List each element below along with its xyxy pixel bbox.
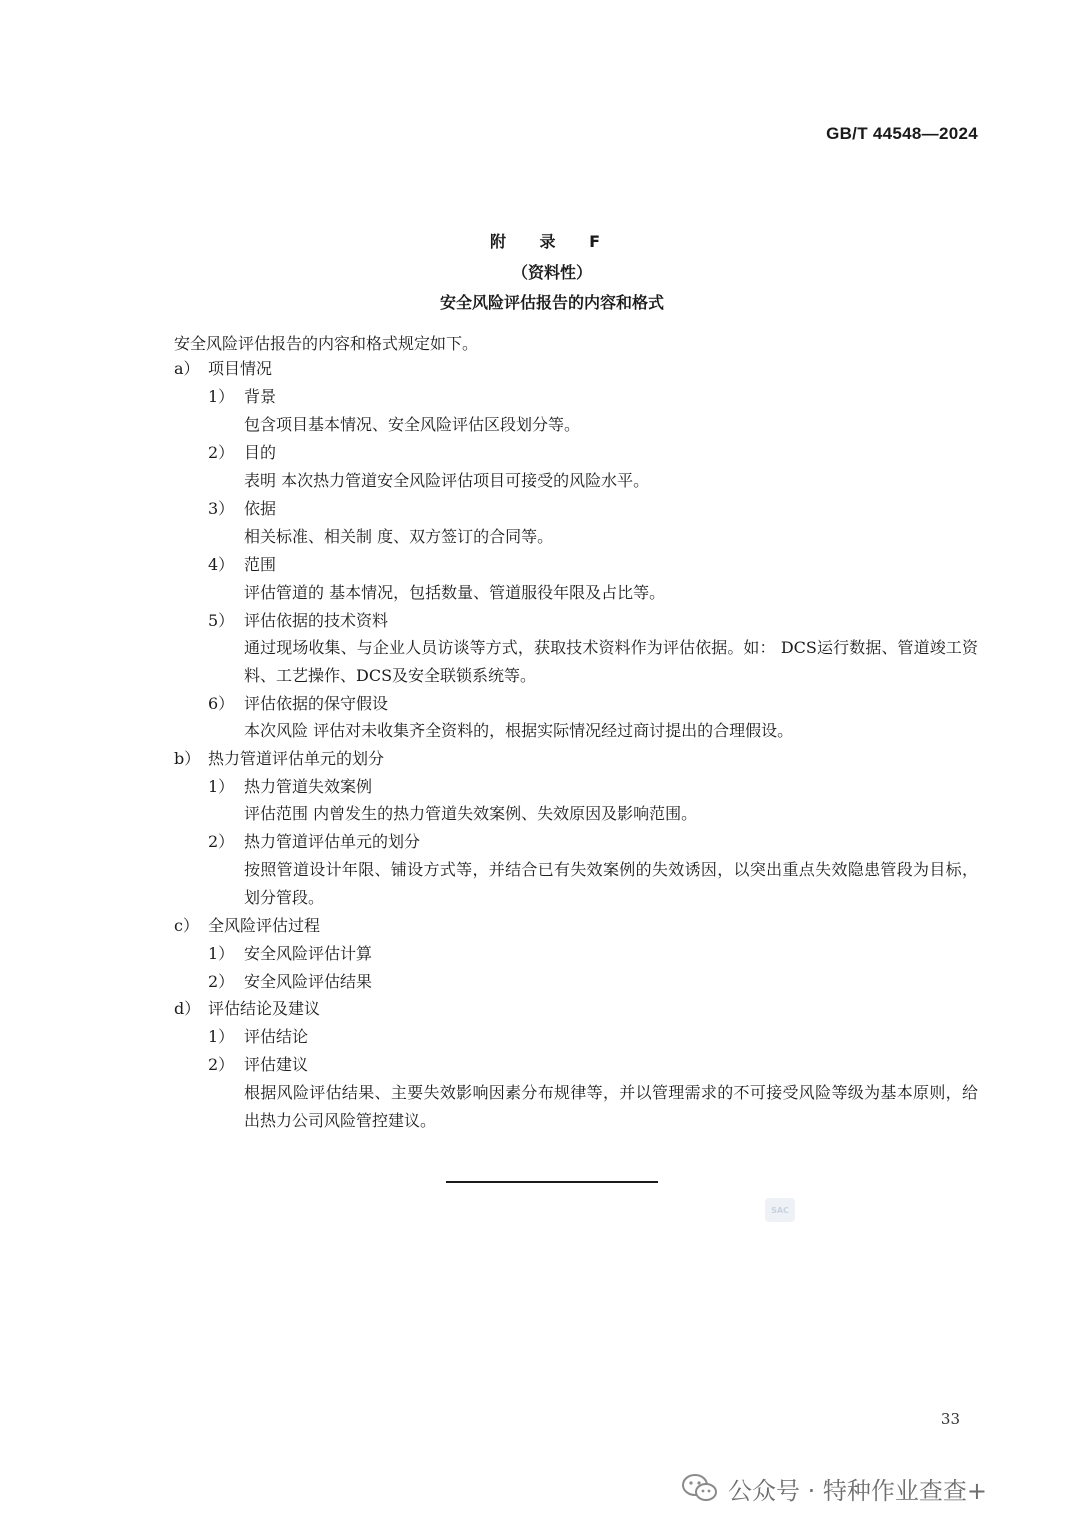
item-marker: 6） — [208, 694, 235, 713]
item-a5 — [208, 611, 388, 631]
section-b — [174, 749, 384, 769]
item-d1 — [208, 1027, 308, 1047]
item-a4-body: 评估管道的 基本情况，包括数量、管道服役年限及占比等。 — [244, 583, 666, 602]
item-a5-body: 通过现场收集、与企业人员访谈等方式，获取技术资料作为评估依据。如： DCS运行数据、管道竣工资料、工艺操作、DCS及安全联锁系统等。 — [244, 638, 978, 685]
item-c2 — [208, 972, 372, 992]
item-b1-body: 评估范围 内曾发生的热力管道失效案例、失效原因及影响范围。 — [244, 804, 698, 823]
appendix-title: 附 录 F — [489, 232, 615, 251]
item-marker: 2） — [208, 443, 235, 462]
item-title: 依据 — [244, 499, 277, 518]
item-title: 热力管道评估单元的划分 — [244, 832, 421, 851]
item-a3-body: 相关标准、相关制 度、双方签订的合同等。 — [244, 527, 554, 546]
item-title: 范围 — [244, 555, 277, 574]
item-a2 — [208, 443, 276, 463]
end-rule — [446, 1181, 658, 1183]
section-marker: a） — [174, 359, 200, 378]
item-marker: 1） — [208, 777, 235, 796]
section-title: 项目情况 — [208, 359, 273, 378]
footer-watermark — [682, 1468, 987, 1508]
section-title: 热力管道评估单元的划分 — [208, 749, 385, 768]
item-b1 — [208, 777, 372, 797]
sac-logo: SAC — [765, 1198, 795, 1222]
item-title: 安全风险评估结果 — [244, 972, 373, 991]
item-title: 背景 — [244, 387, 277, 406]
item-a1 — [208, 387, 276, 407]
item-marker: 1） — [208, 387, 235, 406]
item-marker: 1） — [208, 1027, 235, 1046]
item-marker: 2） — [208, 972, 235, 991]
section-marker: b） — [174, 749, 201, 768]
section-d — [174, 999, 320, 1019]
section-marker: c） — [174, 916, 199, 935]
item-title: 评估依据的技术资料 — [244, 611, 389, 630]
item-title: 目的 — [244, 443, 277, 462]
wechat-icon — [682, 1473, 718, 1503]
item-a3 — [208, 499, 276, 519]
section-title: 评估结论及建议 — [208, 999, 321, 1018]
appendix-heading: 安全风险评估报告的内容和格式 — [439, 293, 664, 312]
page-number: 33 — [940, 1410, 960, 1428]
item-d2-body: 根据风险评估结果、主要失效影响因素分布规律等，并以管理需求的不可接受风险等级为基本原则，给出热力公司风险管控建议。 — [244, 1083, 978, 1130]
item-title: 安全风险评估计算 — [244, 944, 373, 963]
item-a6 — [208, 694, 388, 714]
item-title: 评估结论 — [244, 1027, 309, 1046]
item-a1-body: 包含项目基本情况、安全风险评估区段划分等。 — [244, 415, 581, 434]
item-marker: 2） — [208, 832, 235, 851]
item-marker: 1） — [208, 944, 235, 963]
item-title: 评估建议 — [244, 1055, 309, 1074]
item-b2 — [208, 832, 420, 852]
section-title: 全风险评估过程 — [208, 916, 321, 935]
item-a4 — [208, 555, 276, 575]
item-title: 热力管道失效案例 — [244, 777, 373, 796]
item-title: 评估依据的保守假设 — [244, 694, 389, 713]
item-d2 — [208, 1055, 308, 1075]
item-marker: 2） — [208, 1055, 235, 1074]
item-a6-body: 本次风险 评估对未收集齐全资料的，根据实际情况经过商讨提出的合理假设。 — [244, 721, 794, 740]
item-b2-body: 按照管道设计年限、铺设方式等，并结合已有失效案例的失效诱因，以突出重点失效隐患管段为目标，划分管段。 — [244, 860, 978, 907]
appendix-subtitle: （资料性） — [511, 263, 592, 282]
item-marker: 5） — [208, 611, 235, 630]
section-marker: d） — [174, 999, 201, 1018]
item-a2-body: 表明 本次热力管道安全风险评估项目可接受的风险水平。 — [244, 471, 650, 490]
item-marker: 3） — [208, 499, 235, 518]
item-marker: 4） — [208, 555, 235, 574]
intro-paragraph: 安全风险评估报告的内容和格式规定如下。 — [174, 334, 479, 353]
item-c1 — [208, 944, 372, 964]
standard-code: GB/T 44548—2024 — [826, 124, 978, 143]
section-a — [174, 359, 272, 379]
footer-text: 公众号 · 特种作业查查+ — [728, 1476, 987, 1505]
section-c — [174, 916, 320, 936]
